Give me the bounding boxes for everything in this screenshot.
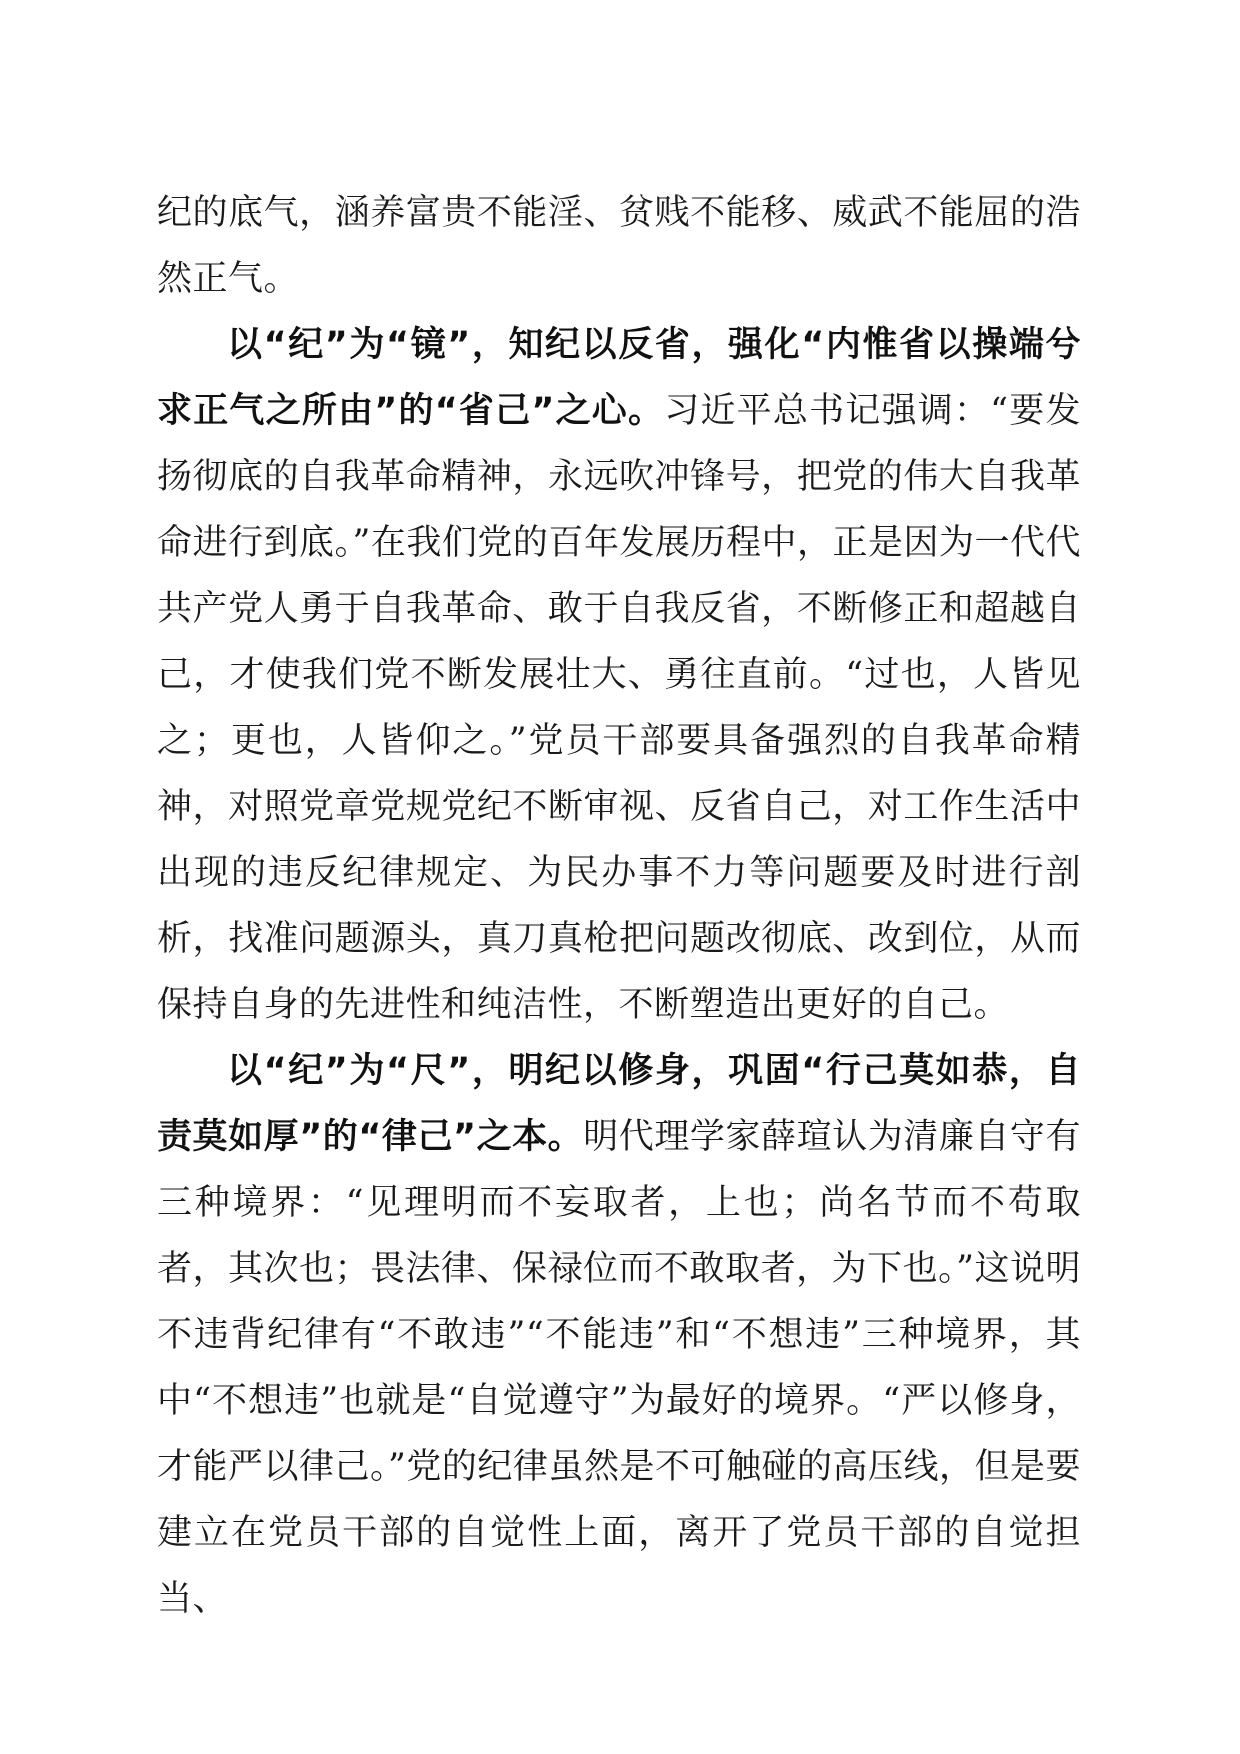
paragraph-2-text: 习近平总书记强调：“要发扬彻底的自我革命精神，永远吹冲锋号，把党的伟大自我革命进行到底。”在我们党的百年发展历程中，正是因为一代代共产党人勇于自我革命、敢于自我反省，不断修正和超越自己，才使我们党不断发展壮大、勇往直前。“过也，人皆见之；更也，人皆仰之。”党员干部要具备强烈的自我革命精神，对照党章党规党纪不断审视、反省自己，对工作生活中出现的违反纪律规定、为民办事不力等问题要及时进行剖析，找准问题源头，真刀真枪把问题改彻底、改到位，从而保持自身的先进性和纯洁性，不断塑造出更好的自己。	[157, 391, 1081, 1025]
paragraph-1-text: 纪的底气，涵养富贵不能淫、贫贱不能移、威武不能屈的浩然正气。	[157, 193, 1081, 299]
paragraph-2	[157, 312, 1081, 1038]
paragraph-1	[157, 180, 1081, 312]
paragraph-2-lead: 以“纪”为“镜”，知纪以反省，强化“内惟省以操端兮求正气之所由”的“省己”之心。	[157, 325, 1081, 431]
body-text	[157, 180, 1081, 1632]
paragraph-3	[157, 1038, 1081, 1632]
paragraph-3-lead: 以“纪”为“尺”，明纪以修身，巩固“行己莫如恭，自责莫如厚”的“律己”之本。	[157, 1051, 1081, 1157]
paragraph-3-text: 明代理学家薛瑄认为清廉自守有三种境界：“见理明而不妄取者，上也；尚名节而不苟取者，其次也；畏法律、保禄位而不敢取者，为下也。”这说明不违背纪律有“不敢违”“不能违”和“不想违”三种境界，其中“不想违”也就是“自觉遵守”为最好的境界。“严以修身，才能严以律己。”党的纪律虽然是不可触碰的高压线，但是要建立在党员干部的自觉性上面，离开了党员干部的自觉担当、	[157, 1117, 1081, 1619]
